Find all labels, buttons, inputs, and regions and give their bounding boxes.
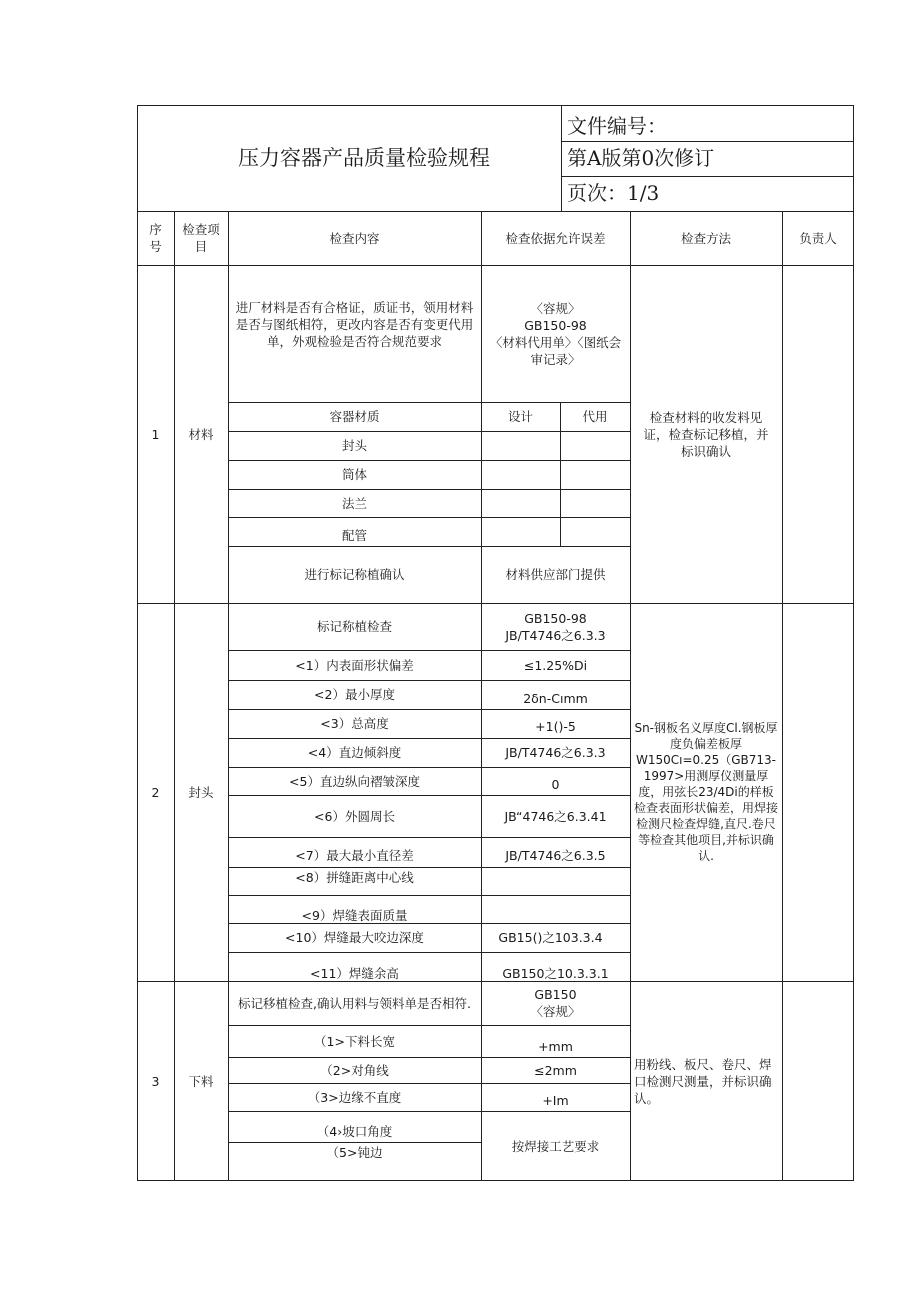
s2-row-basis <box>481 867 630 895</box>
material-header: 容器材质 <box>329 409 380 424</box>
s2-row-content: <9）焊缝表面质量 <box>301 907 408 923</box>
col-header-method: 检查方法 <box>680 230 731 246</box>
design-header: 设计 <box>507 409 533 424</box>
part-head: 封头 <box>341 438 367 453</box>
s2-row-content: <10）焊缝最大咬边深度 <box>285 930 424 945</box>
s2-row-basis: ≤1.25%Di <box>523 657 588 673</box>
substitute-header: 代用 <box>582 409 608 424</box>
s2-row-content: <11）焊缝余高 <box>310 966 399 981</box>
s2-row-content: <2）最小厚度 <box>314 687 395 702</box>
part-shell: 筒体 <box>341 467 367 482</box>
s2-row-content: <8）拼缝距离中心线 <box>295 870 414 885</box>
mark-basis: 材料供应部门提供 <box>505 567 606 582</box>
part-pipe: 配管 <box>341 528 367 543</box>
s3-row-basis: +mm <box>538 1038 573 1054</box>
section-2-seq: 2 <box>151 784 160 800</box>
col-header-item: 检查项 目 <box>182 222 220 254</box>
col-header-owner: 负责人 <box>799 230 837 246</box>
revision-info: 第A版第0次修订 <box>567 146 715 170</box>
s2-row-content: <6）外圆周长 <box>314 808 395 824</box>
s3-row-content: （1>下料长宽 <box>314 1033 395 1049</box>
section-1-basis: 〈容规〉 GB150-98 〈材料代用单〉〈图纸会审记录〉 <box>489 300 622 367</box>
s2-row-content: <1）内表面形状偏差 <box>295 657 414 673</box>
s2-row-content: <5）直边纵向褶皱深度 <box>289 773 420 789</box>
s3-row-basis: +Im <box>542 1092 569 1108</box>
s3-row-content: （4›坡口角度 <box>316 1124 393 1139</box>
s2-row-basis: JB/T4746之6.3.3 <box>505 745 606 760</box>
s3-row-basis: GB150 〈容规〉 <box>530 987 581 1019</box>
s2-row-content: <7）最大最小直径差 <box>295 847 414 863</box>
section-2-method: Sn-钢板名义厚度Cl.钢板厚度负偏差板厚W150Cı=0.25（GB713-1997>用测厚仪测量厚度，用弦长23/4Di的样板检查表面形状偏差，用焊接检测尺检查焊缝,直尺.卷尺等检查其他项目,并标识确认. <box>634 721 779 863</box>
s2-row-basis: GB150-98 JB/T4746之6.3.3 <box>505 610 606 643</box>
s2-row-basis: GB150之10.3.3.1 <box>502 966 609 981</box>
inspection-sheet <box>137 105 854 1181</box>
section-2-item: 封头 <box>188 784 214 800</box>
s3-merged-basis: 按焊接工艺要求 <box>511 1138 600 1154</box>
s2-row-basis <box>481 895 630 923</box>
s2-row-basis: 2δn-Cımm <box>523 691 588 706</box>
s2-row-basis: GB15()之103.3.4 <box>498 930 603 945</box>
s2-row-content: <4）直边倾斜度 <box>307 745 402 760</box>
s2-row-basis: 0 <box>551 776 560 792</box>
s2-row-basis: +1()-5 <box>535 719 576 734</box>
col-header-seq: 序 号 <box>149 222 162 254</box>
page-number: 页次：1/3 <box>567 181 660 205</box>
s2-row-basis: JB“4746之6.3.41 <box>504 808 607 824</box>
s3-row-content: （3>边缘不直度 <box>307 1089 402 1105</box>
section-3-seq: 3 <box>151 1073 160 1089</box>
section-1-item: 材料 <box>188 426 214 442</box>
s2-row-basis: JB/T4746之6.3.5 <box>505 847 606 863</box>
s2-row-content: 标记称植检查 <box>316 619 392 634</box>
document-number: 文件编号： <box>567 113 667 138</box>
col-header-basis: 检查依据允许误差 <box>505 230 606 246</box>
section-1-seq: 1 <box>151 426 160 442</box>
mark-confirm: 进行标记称植确认 <box>304 567 405 582</box>
s3-row-content: （5>钝边 <box>326 1145 383 1160</box>
s3-row-content: （2>对角线 <box>320 1062 389 1078</box>
section-3-item: 下料 <box>188 1073 214 1089</box>
s3-row-basis: ≤2mm <box>534 1062 577 1078</box>
s2-row-content: <3）总高度 <box>320 716 389 731</box>
document-title: 压力容器产品质量检验规程 <box>238 145 490 170</box>
section-1-method: 检查材料的收发料见证，检查标记移植，并标识确认 <box>643 409 769 459</box>
part-flange: 法兰 <box>341 495 367 511</box>
col-header-content: 检查内容 <box>329 230 380 246</box>
s3-row-content: 标记移植检查,确认用料与领料单是否相符. <box>238 995 471 1011</box>
section-1-intro: 进厂材料是否有合格证，质证书，领用材料是否与图纸相符，更改内容是否有变更代用单，外观检验是否符合规范要求 <box>235 300 474 349</box>
section-3-method: 用粉线、板尺、卷尺、焊口检测尺测量，并标识确认。 <box>634 1056 772 1106</box>
